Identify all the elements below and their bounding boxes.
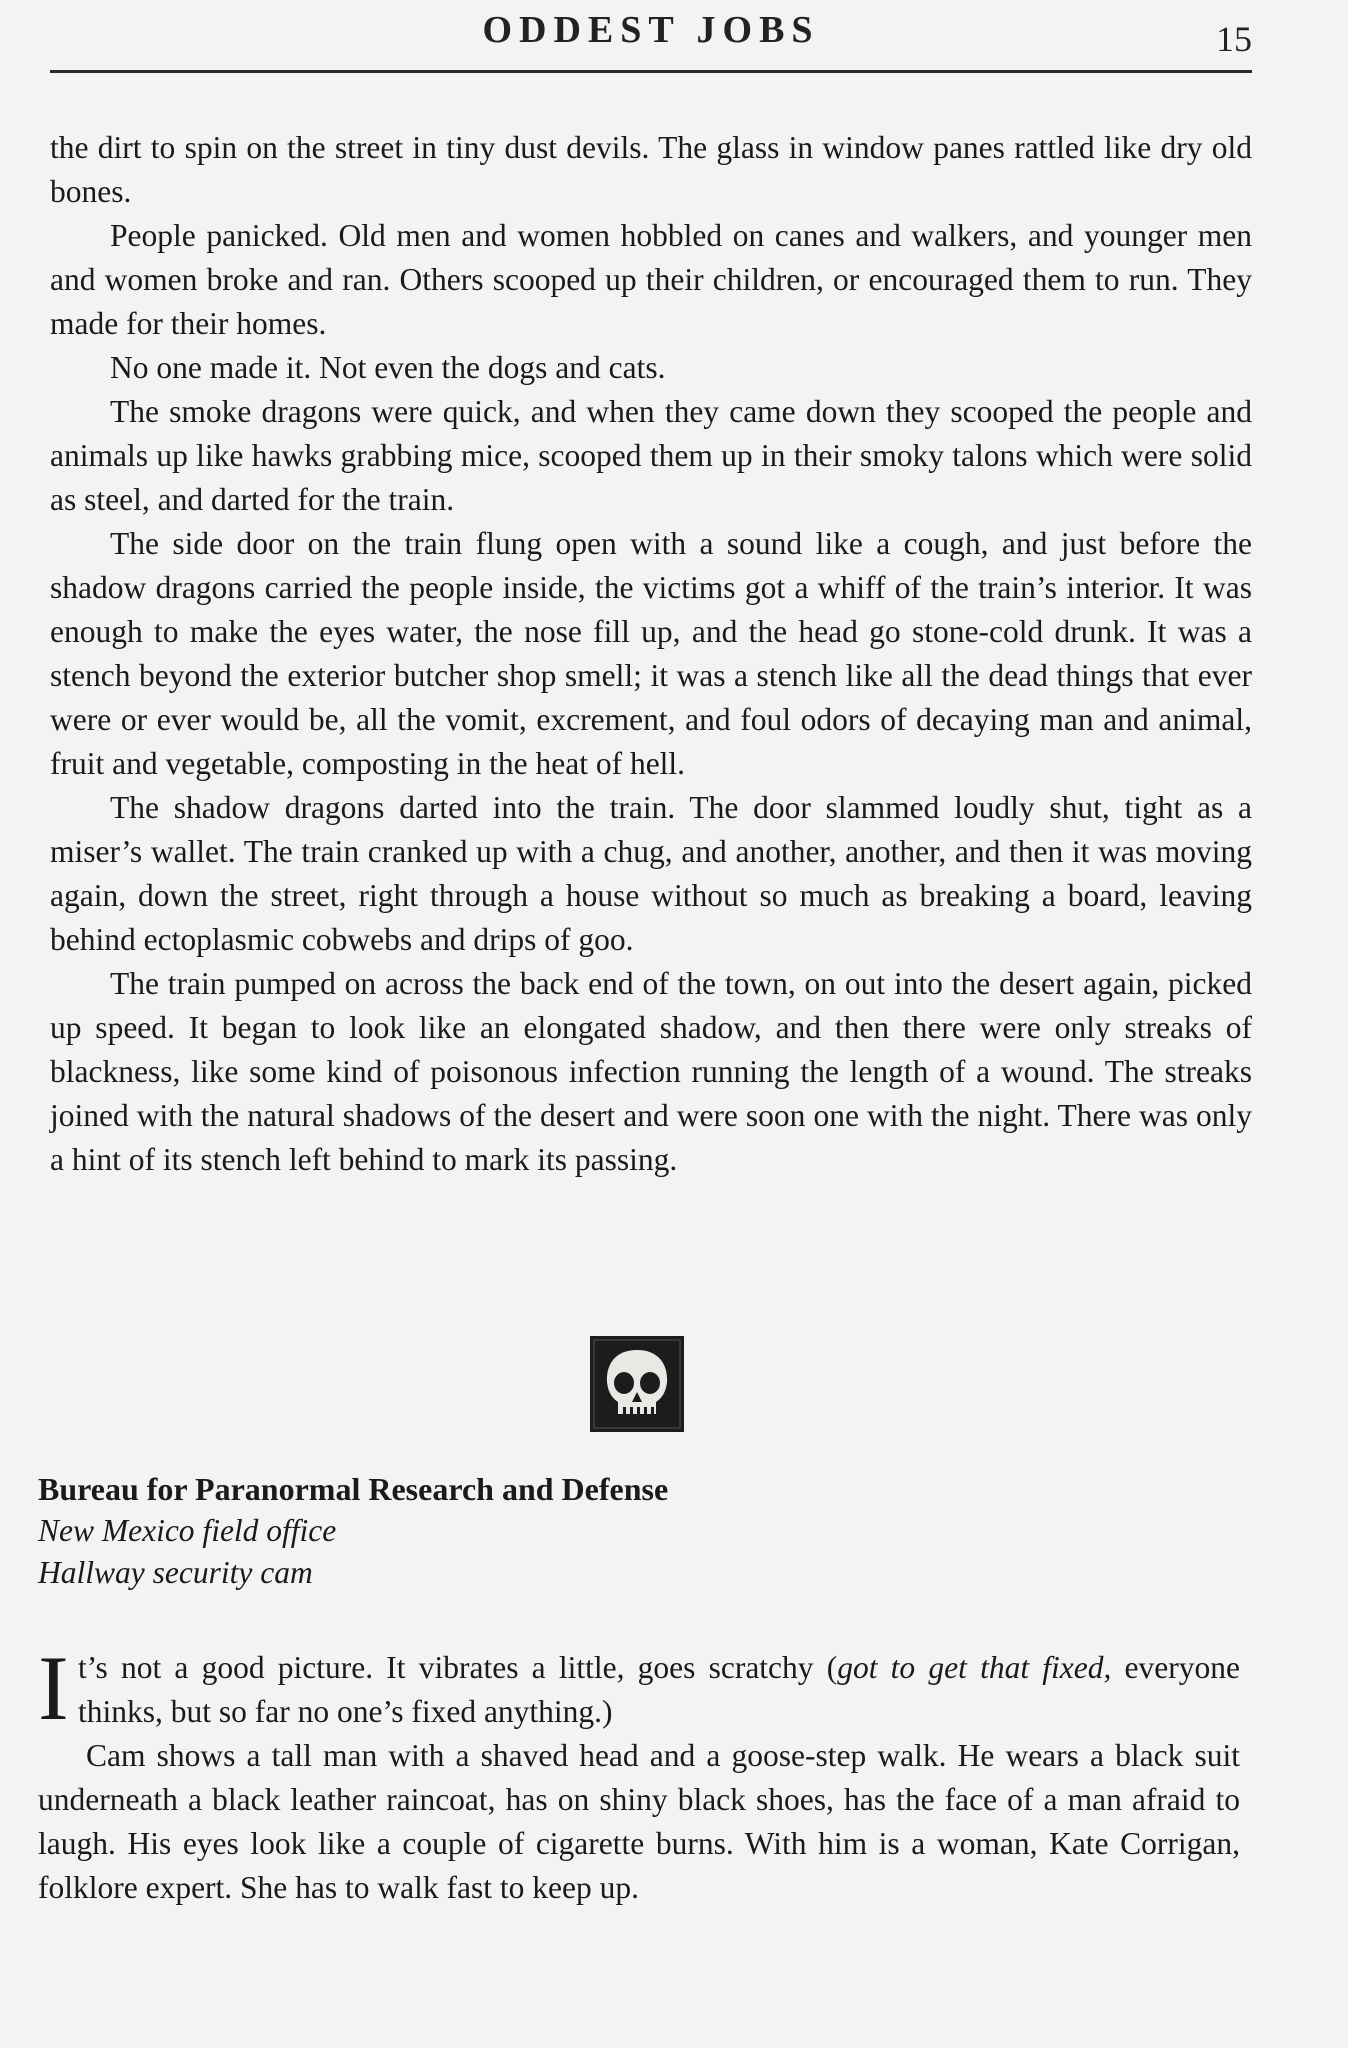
paragraph: The smoke dragons were quick, and when they came down they scooped the people and animals up like hawks grabbing mice, scooped them up in their smoky talons which were solid as steel, and darted for the train. [50,394,1252,517]
paragraph-italic-text: got to get that fixed, [837,1650,1112,1685]
running-title: ODDEST JOBS [482,9,820,51]
paragraph: The train pumped on across the back end of the town, on out into the desert again, picked up speed. It began to look like an elongated shadow, and then there were only streaks of blackness, like some kind of poisonous infection running the length of a wound. The streaks joined with the natural shadows of the desert and were soon one with the night. There was only a hint of its stench left behind to mark its passing. [50,966,1252,1177]
paragraph [38,1637,1240,1739]
page-header [50,6,1252,76]
header-rule [50,70,1252,73]
body-text [50,126,1252,1182]
page-number: 15 [1216,19,1252,59]
paragraph: The side door on the train flung open with a sound like a cough, and just before the shadow dragons carried the people inside, the victims got a whiff of the train’s interior. It was enough to make the eyes water, the nose fill up, and the head go stone-cold drunk. It was a stench beyond the exterior butcher shop smell; it was a stench like all the dead things that ever were or ever would be, all the vomit, excrement, and foul odors of decaying man and animal, fruit and vegetable, composting in the heat of hell. [50,526,1252,781]
paragraph: No one made it. Not even the dogs and cats. [110,350,666,385]
section-heading: Bureau for Paranormal Research and Defense [38,1471,669,1507]
section-source: Hallway security cam [38,1555,313,1590]
paragraph: Cam shows a tall man with a shaved head and a goose-step walk. He wears a black suit underneath a black leather raincoat, has on shiny black shoes, has the face of a man afraid to laugh. His eyes look like a couple of cigarette burns. With him is a woman, Kate Corrigan, folklore expert. She has to walk fast to keep up. [38,1738,1240,1905]
drop-cap: I [38,1637,69,1739]
paragraph: the dirt to spin on the street in tiny dust devils. The glass in window panes rattled like dry old bones. [50,130,1252,209]
section-header [38,1468,1252,1594]
skull-icon [590,1336,684,1432]
paragraph-text: t’s not a good picture. It vibrates a little, goes scratchy ( [78,1650,838,1685]
section-location: New Mexico field office [38,1513,337,1548]
paragraph: People panicked. Old men and women hobbled on canes and walkers, and younger men and women broke and ran. Others scooped up their children, or encouraged them to run. They made for their homes. [50,218,1252,341]
paragraph: The shadow dragons darted into the train. The door slammed loudly shut, tight as a miser’s wallet. The train cranked up with a chug, and another, another, and then it was moving again, down the street, right through a house without so much as breaking a board, leaving behind ectoplasmic cobwebs and drips of goo. [50,790,1252,957]
paragraph-text: everyone thinks, but so far no one’s fixed anything.) [78,1650,1240,1729]
section-text [38,1637,1240,1910]
